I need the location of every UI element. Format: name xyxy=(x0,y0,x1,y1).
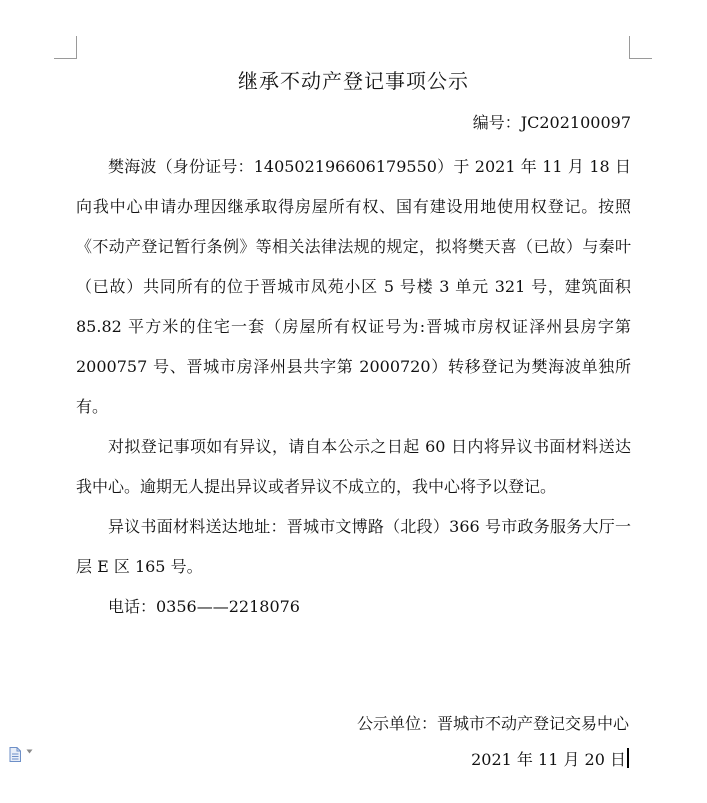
page-corner-mark-top-left xyxy=(54,36,77,59)
document-icon[interactable] xyxy=(9,747,21,762)
paragraph-phone: 电话：0356——2218076 xyxy=(108,597,300,616)
paragraph-application: 樊海波（身份证号：140502196606179550）于 2021 年 11 月 18 日向我中心申请办理因继承取得房屋所有权、国有建设用地使用权登记。按照《不动产登记暂行条例》等相关法律法规的规定，拟将樊天喜（已故）与秦叶（已故）共同所有的位于晋城市凤苑小区 5 号楼 3 单元 321 号，建筑面积 85.82 平方米的住宅一套（房屋所有权证号为:晋城市房权证泽州县房字第 2000757 号、晋城市房泽州县共字第 2000720）转移登记为樊海波单独所有。 xyxy=(76,157,631,416)
paragraph-objection-address: 异议书面材料送达地址：晋城市文博路（北段）366 号市政务服务大厅一层 E 区 165 号。 xyxy=(76,517,631,576)
publisher-line: 公示单位：晋城市不动产登记交易中心 xyxy=(356,714,629,733)
date-line[interactable] xyxy=(357,742,629,778)
page-corner-mark-top-right xyxy=(629,36,652,59)
document-body xyxy=(76,147,631,627)
dropdown-arrow-icon[interactable] xyxy=(26,749,33,754)
date-text: 2021 年 11 月 20 日 xyxy=(471,750,626,769)
document-number: 编号：JC202100097 xyxy=(472,113,631,132)
page-title: 继承不动产登记事项公示 xyxy=(238,69,469,93)
signature-block xyxy=(357,706,629,778)
paragraph-objection-notice: 对拟登记事项如有异议，请自本公示之日起 60 日内将异议书面材料送达我中心。逾期无人提出异议或者异议不成立的，我中心将予以登记。 xyxy=(76,437,631,496)
text-cursor xyxy=(627,748,629,768)
